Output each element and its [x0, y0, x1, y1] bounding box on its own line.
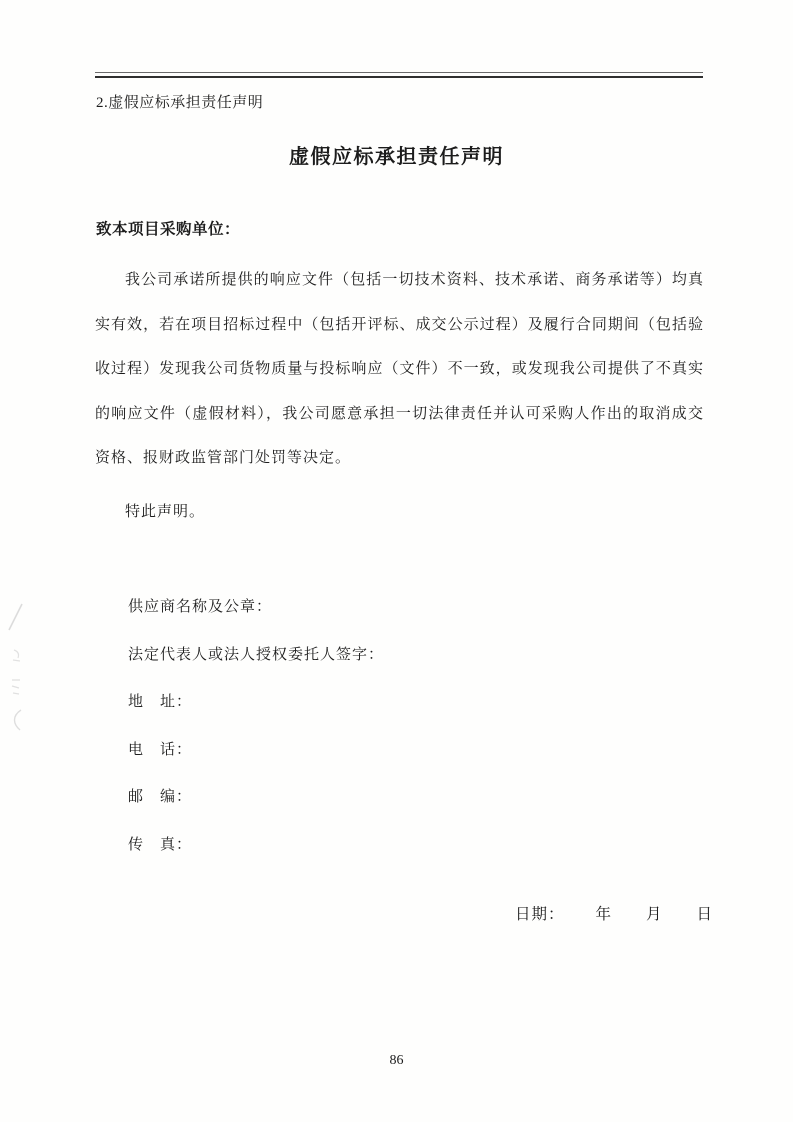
signature-field-fax: 传 真： [128, 836, 193, 853]
date-day-label: 日 [696, 906, 714, 923]
section-heading: 2.虚假应标承担责任声明 [96, 95, 264, 111]
salutation: 致本项目采购单位： [96, 221, 241, 238]
date-month-label: 月 [646, 906, 663, 923]
scan-smudge-artifact [0, 598, 42, 732]
date-label: 日期： [515, 906, 565, 923]
date-line [515, 905, 713, 925]
signature-field-address: 地 址： [128, 694, 193, 710]
page-number: 86 [389, 1053, 404, 1068]
document-title: 虚假应标承担责任声明 [289, 146, 504, 168]
signature-field-supplier-name: 供应商名称及公章： [128, 599, 273, 615]
signature-field-postcode: 邮 编： [128, 789, 193, 805]
header-divider [95, 72, 703, 78]
signature-block [128, 584, 384, 869]
signature-field-phone: 电 话： [128, 741, 193, 758]
date-year-label: 年 [595, 906, 613, 923]
declaration-paragraph: 我公司承诺所提供的响应文件（包括一切技术资料、技术承诺、商务承诺等）均真实有效，若在项目招标过程中（包括开评标、成交公示过程）及履行合同期间（包括验收过程）发现我公司货物质量与投标响应（文件）不一致，或发现我公司提供了不真实的响应文件（虚假材料），我公司愿意承担一切法律责任并认可采购人作出的取消成交资格、报财政监管部门处罚等决定。 [95, 272, 704, 467]
signature-field-representative: 法定代表人或法人授权委托人签字： [128, 646, 385, 663]
closing-statement: 特此声明。 [125, 504, 206, 520]
